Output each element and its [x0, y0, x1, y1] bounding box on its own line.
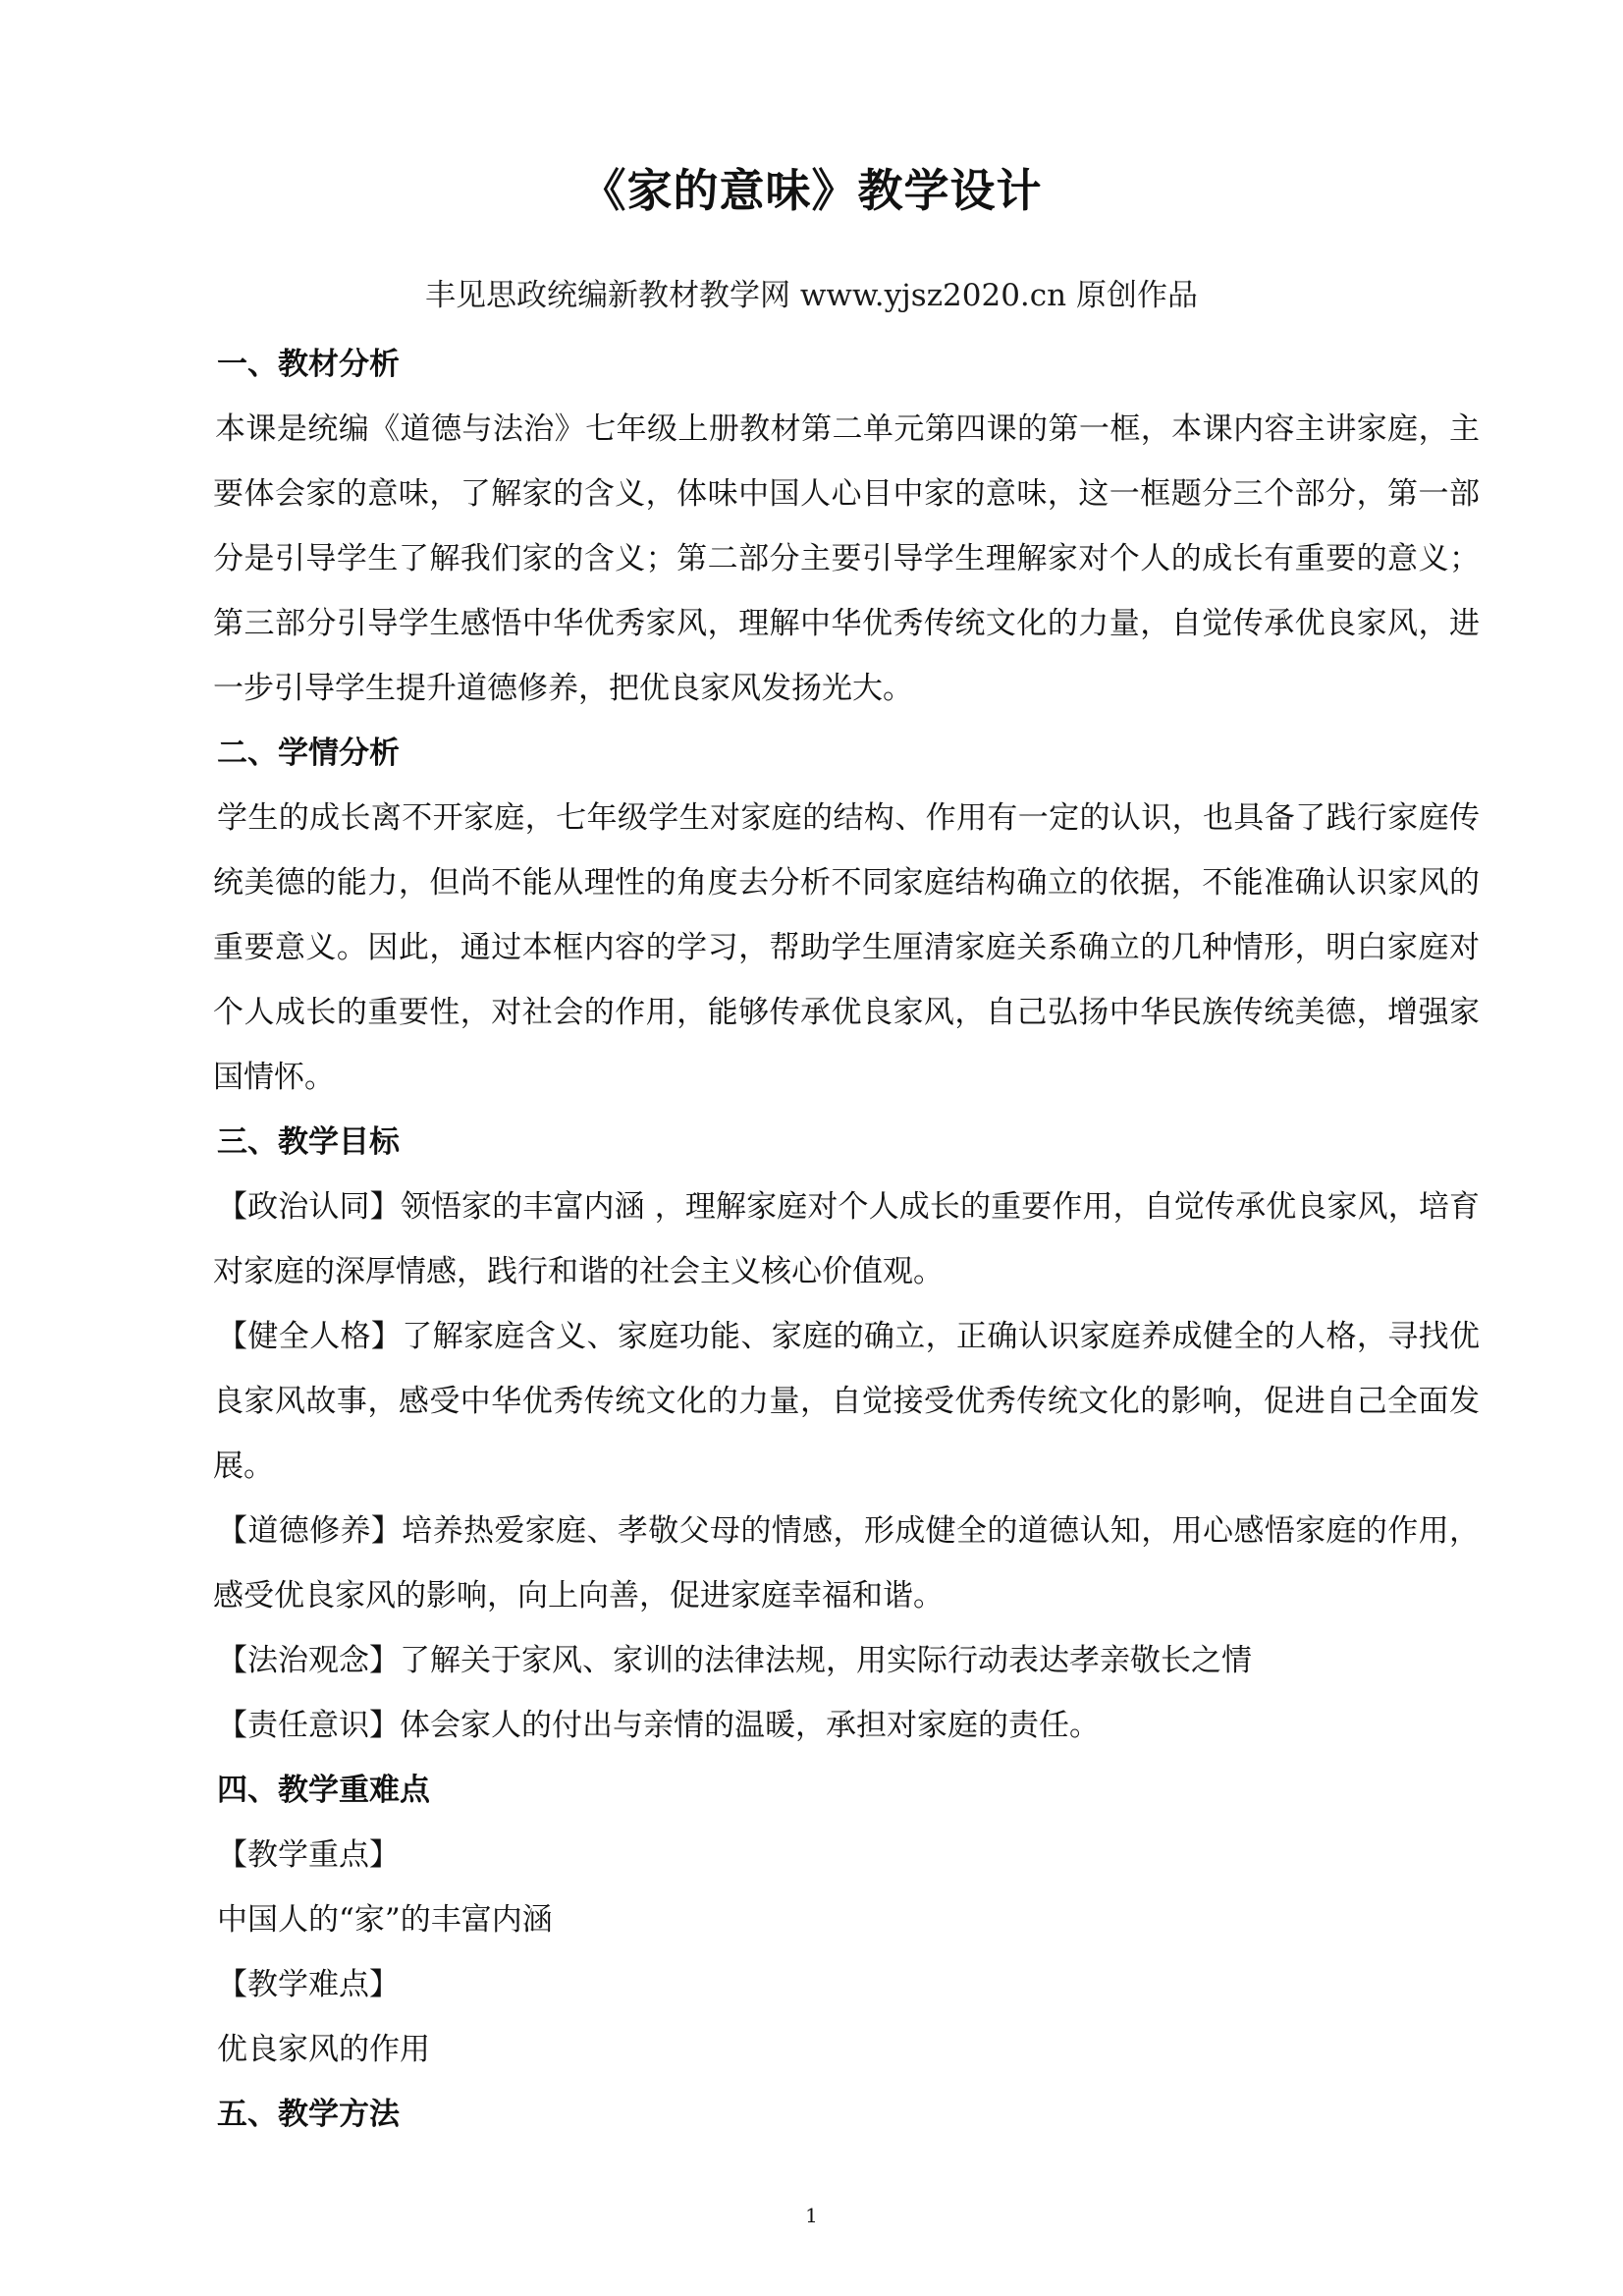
- paragraph-textbook-analysis: 本课是统编《道德与法治》七年级上册教材第二单元第四课的第一框，本课内容主讲家庭，主要体会家的意味，了解家的含义，体味中国人心目中家的意味，这一框题分三个部分，第一部分是引导学生了解我们家的含义；第二部分主要引导学生理解家对个人的成长有重要的意义；第三部分引导学生感悟中华优秀家风，理解中华优秀传统文化的力量，自觉传承优良家风，进一步引导学生提升道德修养，把优良家风发扬光大。: [213, 411, 1480, 706]
- goal-rule-of-law: 【法治观念】了解关于家风、家训的法律法规，用实际行动表达孝亲敬长之情: [217, 1643, 1252, 1678]
- goal-sound-personality: 【健全人格】了解家庭含义、家庭功能、家庭的确立，正确认识家庭养成健全的人格，寻找优良家风故事，感受中华优秀传统文化的力量，自觉接受优秀传统文化的影响，促进自己全面发展。: [213, 1319, 1480, 1484]
- difficult-point-text: 优良家风的作用: [217, 2032, 430, 2067]
- goal-responsibility: 【责任意识】体会家人的付出与亲情的温暖，承担对家庭的责任。: [217, 1708, 1100, 1743]
- section-heading-key-difficult-points: 四、教学重难点: [217, 1773, 430, 1808]
- key-point-label: 【教学重点】: [217, 1837, 400, 1873]
- section-heading-teaching-methods: 五、教学方法: [217, 2097, 400, 2132]
- document-title: 《家的意味》教学设计: [580, 164, 1043, 217]
- difficult-point-label: 【教学难点】: [217, 1967, 400, 2002]
- document-subtitle: 丰见思政统编新教材教学网 www.yjsz2020.cn 原创作品: [425, 278, 1198, 313]
- section-heading-teaching-goals: 三、教学目标: [217, 1124, 400, 1160]
- document-body: [213, 332, 1480, 2147]
- page-number: 1: [805, 2204, 818, 2227]
- key-point-text: 中国人的“家”的丰富内涵: [217, 1902, 553, 1938]
- goal-political-identity: 【政治认同】领悟家的丰富内涵 ，理解家庭对个人成长的重要作用，自觉传承优良家风，培育对家庭的深厚情感，践行和谐的社会主义核心价值观。: [213, 1189, 1480, 1289]
- paragraph-learner-analysis: 学生的成长离不开家庭，七年级学生对家庭的结构、作用有一定的认识，也具备了践行家庭传统美德的能力，但尚不能从理性的角度去分析不同家庭结构确立的依据，不能准确认识家风的重要意义。因此，通过本框内容的学习，帮助学生厘清家庭关系确立的几种情形，明白家庭对个人成长的重要性，对社会的作用，能够传承优良家风，自己弘扬中华民族传统美德，增强家国情怀。: [213, 800, 1480, 1095]
- section-heading-textbook-analysis: 一、教材分析: [217, 347, 400, 382]
- goal-moral-cultivation: 【道德修养】培养热爱家庭、孝敬父母的情感，形成健全的道德认知，用心感悟家庭的作用，感受优良家风的影响，向上向善，促进家庭幸福和谐。: [213, 1513, 1480, 1613]
- section-heading-learner-analysis: 二、学情分析: [217, 736, 400, 771]
